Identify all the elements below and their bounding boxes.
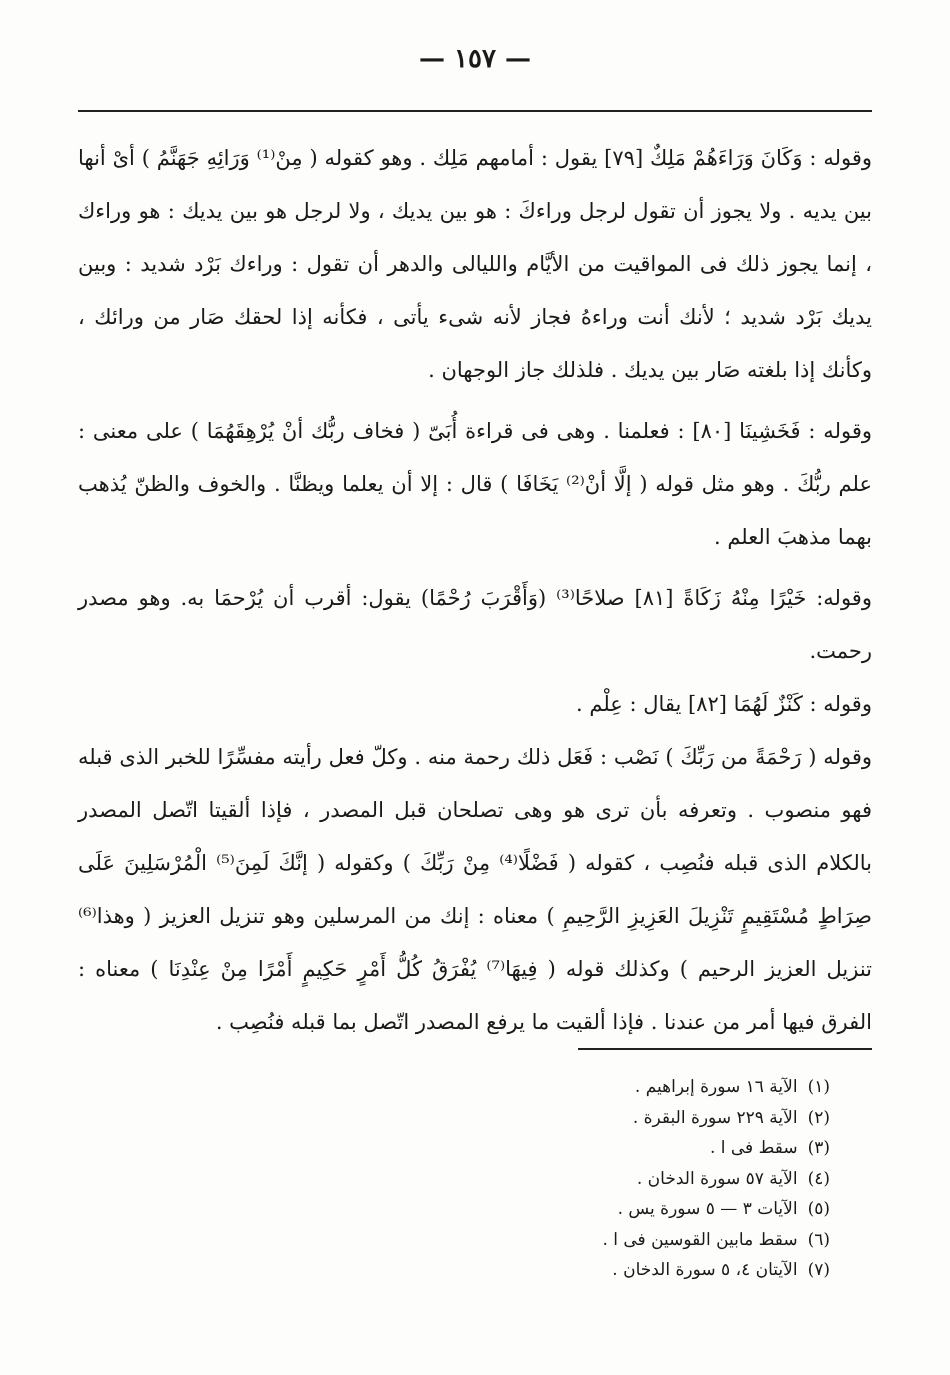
paragraph-3: وقوله: خَيْرًا مِنْهُ زَكَاةً [٨١] صلاحًا⁽³⁾ (وَأَقْرَبَ رُحْمًا) يقول: أقرب أن يُرْحمَا به. وهو مصدر رحمت. — [78, 586, 872, 663]
footnote-text: الآية ١٦ سورة إبراهيم . — [634, 1077, 798, 1097]
footnote-number: (١) — [807, 1077, 830, 1097]
footnote-divider — [578, 1048, 872, 1050]
footnote-number: (٧) — [807, 1260, 830, 1280]
footnote-text: الآية ٢٢٩ سورة البقرة . — [632, 1107, 798, 1128]
footnote-text: الآيات ٣ — ٥ سورة يس . — [617, 1199, 798, 1219]
paragraph-1: وقوله : وَكَانَ وَرَاءَهُمْ مَلِكٌ [٧٩] يقول : أمامهم مَلِك . وهو كقوله ( مِنْ⁽¹⁾ وَرَائِهِ جَهَنَّمُ ) أىْ أنها بين يديه . ولا يجوز أن تقول لرجل وراءكَ : هو بين يديك ، ولا لرجل هو بين يديك : هو وراءك ، إنما يجوز ذلك فى المواقيت من الأيَّام والليالى والدهر أن تقول : وراءك بَرْد شديد : وبين يديك بَرْد شديد ؛ لأنك أنت وراءهُ فجاز لأنه شىء يأتى ، فكأنه إذا لحقك صَار من ورائك ، وكأنك إذا بلغته صَار بين يديك . فلذلك جاز الوجهان . — [78, 146, 873, 382]
footnotes-list — [430, 1072, 830, 1286]
footnote-number: (٥) — [807, 1199, 830, 1219]
footnote-number: (٦) — [807, 1229, 830, 1250]
header-divider — [78, 110, 872, 112]
page-number: — ١٥٧ — — [418, 44, 532, 74]
footnote-text: الآية ٥٧ سورة الدخان . — [636, 1168, 798, 1189]
footnote-item — [430, 1194, 830, 1225]
footnote-item — [430, 1255, 830, 1286]
footnote-item — [430, 1103, 830, 1134]
footnote-item — [430, 1225, 830, 1256]
footnote-text: سقط فى ا . — [709, 1138, 798, 1158]
footnote-item — [430, 1164, 830, 1195]
paragraph-2: وقوله : فَخَشِينَا [٨٠] : فعلمنا . وهى فى قراءة أُبَىّ ( فخاف ربُّك أنْ يُرْهِقَهُمَا ) على معنى : علم ربُّكَ . وهو مثل قوله ( إلَّا أنْ⁽²⁾ يَخَافَا ) قال : إلا أن يعلما ويظنَّا . والخوف والظنّ يُذهب بهما مذهبَ العلم . — [78, 419, 872, 549]
footnote-number: (٣) — [807, 1138, 830, 1158]
footnote-text: الآيتان ٤، ٥ سورة الدخان . — [612, 1260, 798, 1280]
footnote-item — [430, 1072, 830, 1103]
footnote-number: (٢) — [807, 1107, 830, 1128]
paragraph-4: وقوله : كَنْزٌ لَهُمَا [٨٢] يقال : عِلْم . — [576, 692, 872, 716]
main-text — [78, 132, 872, 1049]
paragraph-5: وقوله ( رَحْمَةً من رَبِّكَ ) نَصْب : فَعَل ذلك رحمة منه . وكلّ فعل رأيته مفسِّرًا للخبر الذى قبله فهو منصوب . وتعرفه بأن ترى هو وهى تصلحان قبل المصدر ، فإذا ألقيتا اتّصل المصدر بالكلام الذى قبله فنُصِب ، كقوله ( فَضْلًا⁽⁴⁾ مِنْ رَبِّكَ ) وكقوله ( إنَّكَ لَمِنَ⁽⁵⁾ الْمُرْسَلِينَ عَلَى صِرَاطٍ مُسْتَقِيمٍ تَنْزِيلَ العَزِيزِ الرَّحِيمِ ) معناه : إنك من المرسلين وهو تنزيل العزيز ( وهذا⁽⁶⁾ تنزيل العزيز الرحيم ) وكذلك قوله ( فِيهَا⁽⁷⁾ يُفْرَقُ كُلُّ أَمْرٍ حَكِيمٍ أَمْرًا مِنْ عِنْدِنَا ) معناه : الفرق فيها أمر من عندنا . فإذا ألقيت ما يرفع المصدر اتّصل بما قبله فنُصِب . — [78, 745, 872, 1034]
footnote-item — [430, 1133, 830, 1164]
footnote-text: سقط مابين القوسين فى ا . — [602, 1229, 798, 1250]
footnote-number: (٤) — [807, 1168, 830, 1189]
